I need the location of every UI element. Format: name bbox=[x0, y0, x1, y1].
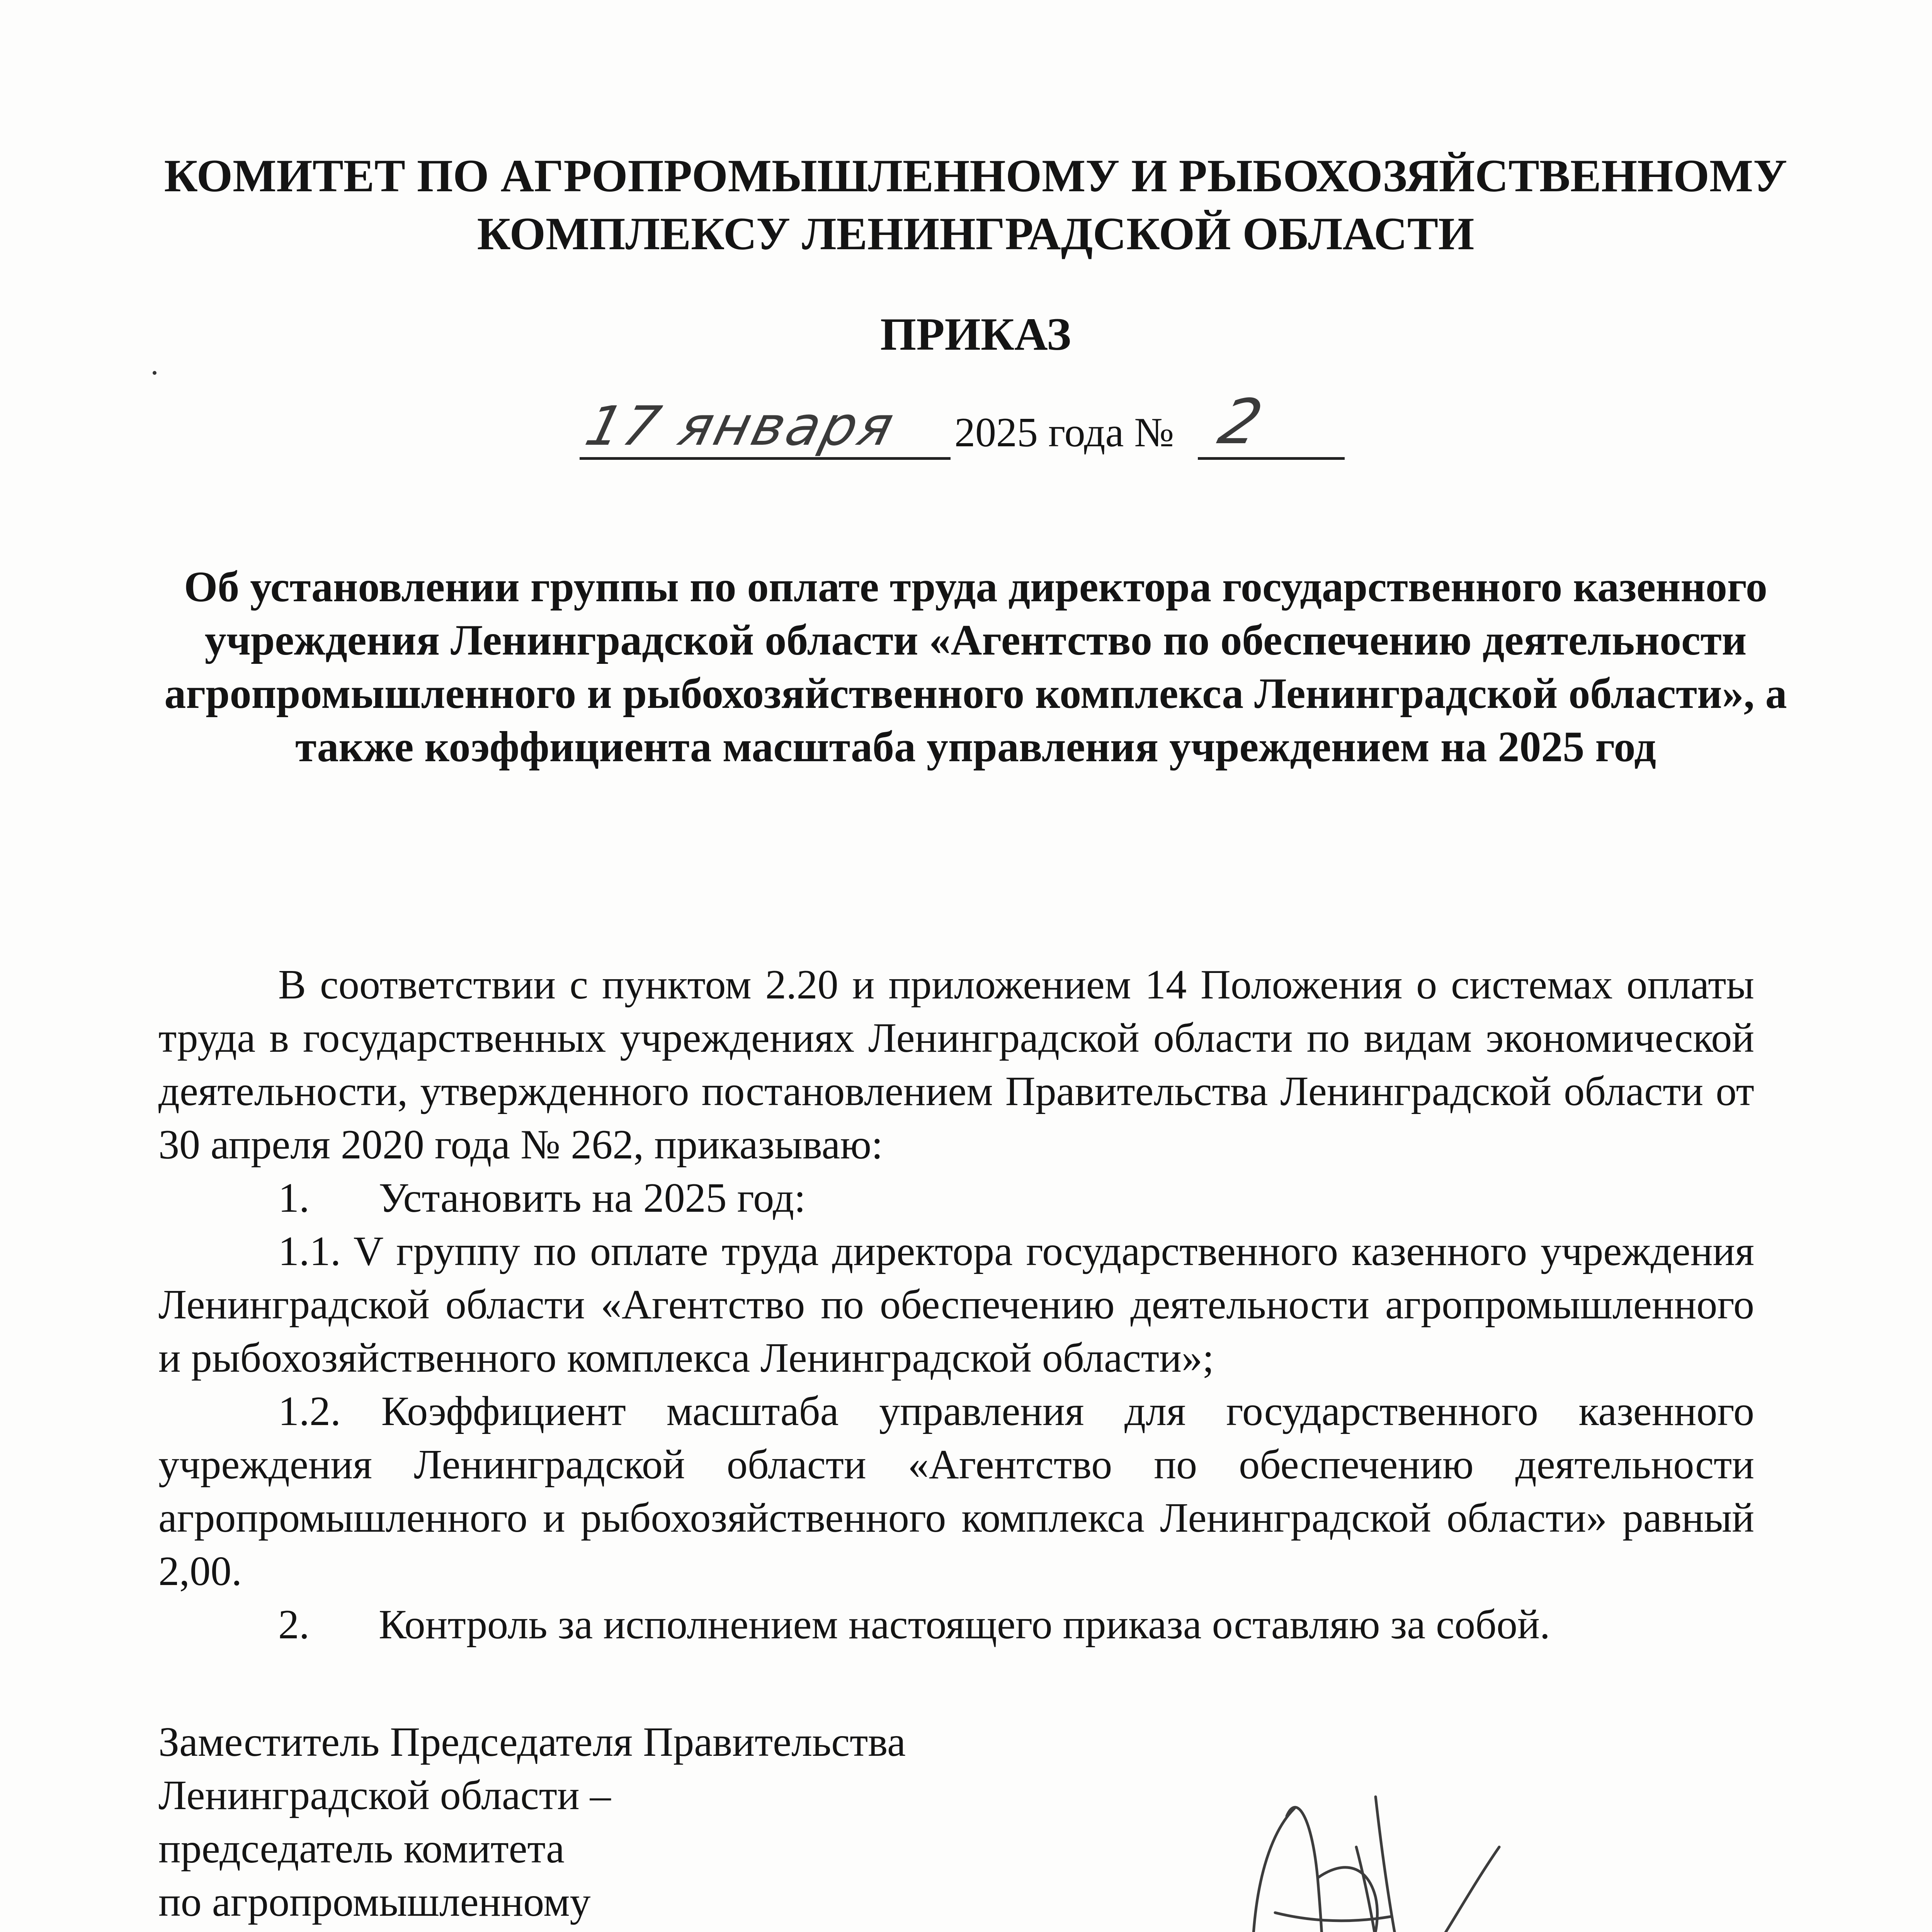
handwritten-date: 17 января bbox=[579, 395, 902, 458]
year-number-label: 2025 года № bbox=[954, 410, 1174, 456]
preamble-paragraph: В соответствии с пунктом 2.20 и приложением 14 Положения о системах оплаты труда в государственных учреждениях Ленинградской области по видам экономической деятельности, утвержденного постановлением Правительства Ленинградской области от 30 апреля 2020 года № 262, приказываю: bbox=[158, 962, 1754, 1168]
item-2-text: Контроль за исполнением настоящего приказа оставляю за собой. bbox=[379, 1602, 1550, 1648]
date-blank-underline bbox=[580, 457, 951, 460]
organization-name-line1: КОМИТЕТ ПО АГРОПРОМЫШЛЕННОМУ И РЫБОХОЗЯЙСТВЕННОМУ bbox=[164, 150, 1787, 201]
signer-position-line1: Заместитель Председателя Правительства bbox=[158, 1719, 906, 1765]
item-1 bbox=[158, 1172, 1754, 1225]
organization-name bbox=[116, 147, 1835, 263]
item-2-number: 2. bbox=[278, 1602, 310, 1648]
signer-position bbox=[158, 1716, 1086, 1932]
item-1-number: 1. bbox=[278, 1175, 310, 1221]
number-blank-underline bbox=[1198, 457, 1345, 460]
scan-speck bbox=[153, 371, 156, 375]
item-2 bbox=[158, 1598, 1754, 1651]
handwritten-order-number: 2 bbox=[1212, 386, 1272, 458]
item-1-1: 1.1. V группу по оплате труда директора государственного казенного учреждения Ленинградской области «Агентство по обеспечению деятельности агропромышленного и рыбохозяйственного комплекса Ленинградской области»; bbox=[158, 1228, 1754, 1381]
order-date-line bbox=[580, 386, 1546, 475]
signer-position-line4: по агропромышленному bbox=[158, 1879, 591, 1925]
document-title: Об установлении группы по оплате труда директора государственного казенного учреждения Ленинградской области «Агентство по обеспечению деятельности агропромышленного и рыбохозяйственного комплекса Ленинградской области», а также коэффициента масштаба управления учреждением на 2025 год bbox=[164, 563, 1787, 771]
signer-position-line2: Ленинградской области – bbox=[158, 1772, 611, 1818]
signer-position-line5 bbox=[158, 1929, 1086, 1932]
handwritten-signature bbox=[1229, 1750, 1538, 1932]
organization-name-line2: КОМПЛЕКСУ ЛЕНИНГРАДСКОЙ ОБЛАСТИ bbox=[477, 208, 1475, 259]
document-type: ПРИКАЗ bbox=[880, 308, 1071, 360]
item-1-2: 1.2. Коэффициент масштаба управления для государственного казенного учреждения Ленинградской области «Агентство по обеспечению деятельности агропромышленного и рыбохозяйственного комплекса Ленинградской области» равный 2,00. bbox=[158, 1388, 1754, 1594]
signer-position-line3: председатель комитета bbox=[158, 1826, 565, 1872]
item-1-text: Установить на 2025 год: bbox=[379, 1175, 806, 1221]
document-body bbox=[158, 958, 1754, 1651]
